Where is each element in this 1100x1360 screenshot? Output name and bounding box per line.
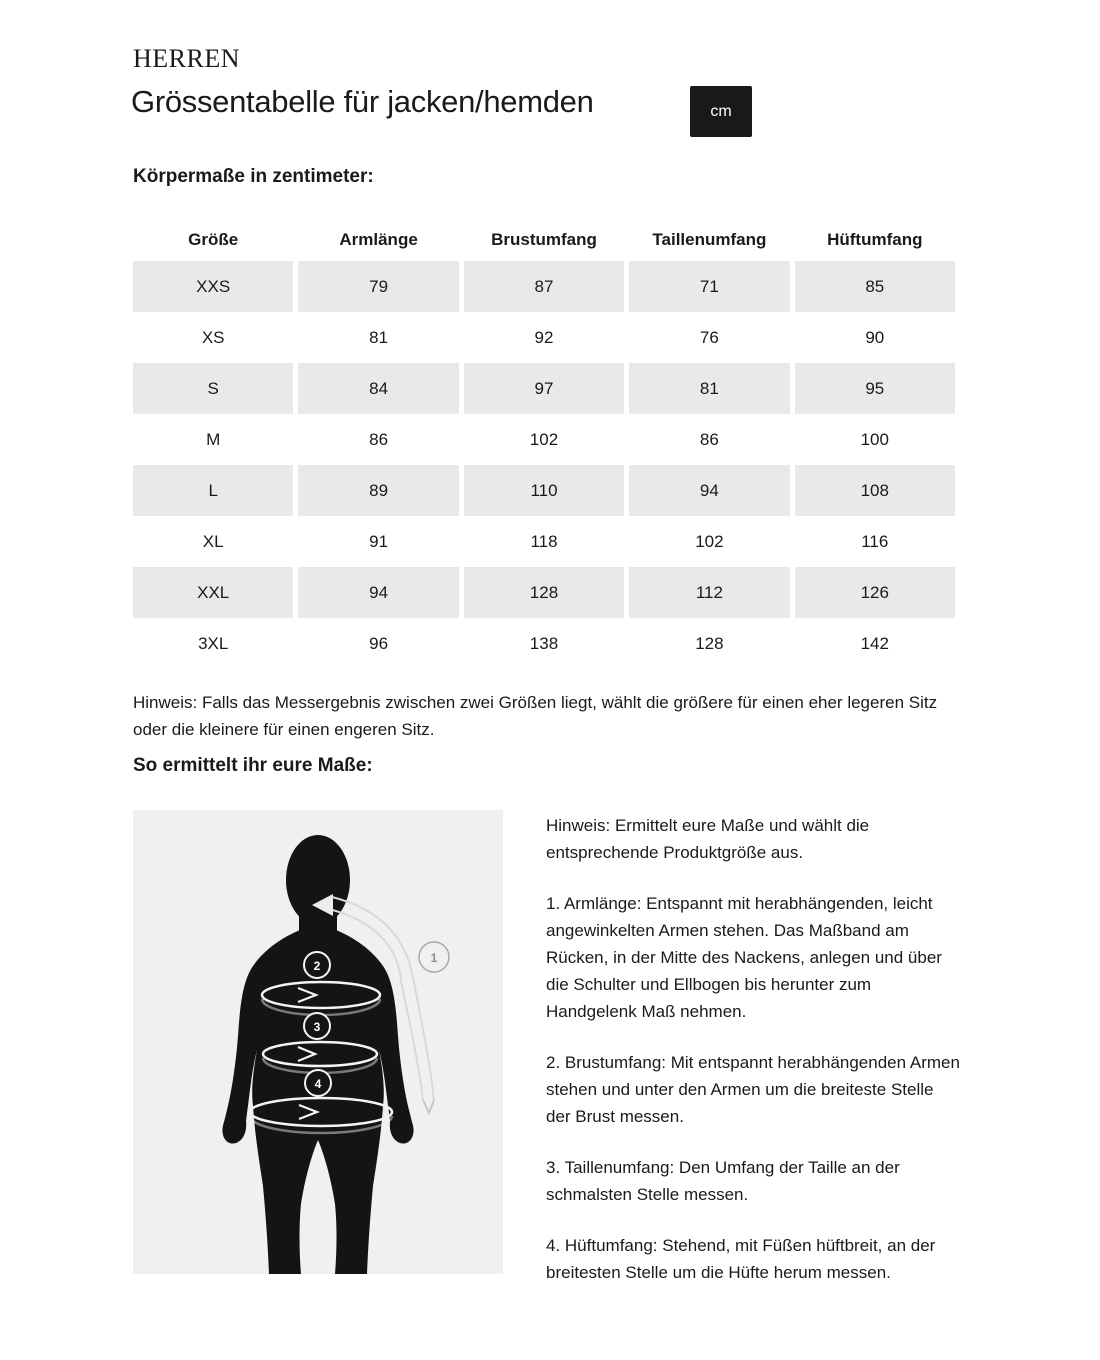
measurement-value: 94 xyxy=(629,465,789,516)
measurement-value: 102 xyxy=(695,531,724,551)
marker-1-label: 1 xyxy=(430,951,438,965)
column-header: Hüftumfang xyxy=(827,229,923,249)
fit-note: Hinweis: Falls das Messergebnis zwischen zwei Größen liegt, wählt die größere für einen eher legeren Sitz oder die kleinere für einen engeren Sitz. xyxy=(133,693,938,739)
measurement-step: 4. Hüftumfang: Stehend, mit Füßen hüftbreit, an der breitesten Stelle um die Hüfte herum messen. xyxy=(546,1236,936,1282)
measurement-value: 128 xyxy=(464,567,624,618)
size-label: XXL xyxy=(133,567,293,618)
measurement-value: 95 xyxy=(795,363,955,414)
measurement-value: 76 xyxy=(699,327,719,347)
measurement-value: 90 xyxy=(865,327,885,347)
table-row xyxy=(133,363,955,414)
column-header: Brustumfang xyxy=(491,229,597,249)
table-row xyxy=(133,618,955,669)
marker-3-label: 3 xyxy=(313,1020,321,1034)
measurement-value: 91 xyxy=(369,531,389,551)
measurement-value: 81 xyxy=(369,327,389,347)
table-row xyxy=(133,567,955,618)
column-header: Größe xyxy=(188,229,239,249)
size-label: S xyxy=(133,363,293,414)
page-title: Grössentabelle für jacken/hemden xyxy=(131,84,594,119)
measurement-value: 86 xyxy=(369,429,389,449)
measurement-value: 96 xyxy=(369,633,389,653)
table-row xyxy=(133,414,955,465)
size-label: XXS xyxy=(133,261,293,312)
measurement-value: 116 xyxy=(861,531,889,551)
column-header: Taillenumfang xyxy=(652,229,767,249)
measurement-value: 92 xyxy=(534,327,554,347)
instructions-steps xyxy=(546,890,960,1286)
measurement-value: 102 xyxy=(529,429,559,449)
body-measurements-heading: Körpermaße in zentimeter: xyxy=(133,166,374,187)
size-label: XL xyxy=(202,531,224,551)
measurement-value: 87 xyxy=(464,261,624,312)
measurement-value: 89 xyxy=(298,465,458,516)
measurement-step: 2. Brustumfang: Mit entspannt herabhängenden Armen stehen und unter den Armen um die breiteste Stelle der Brust messen. xyxy=(546,1053,960,1126)
measurement-step: 3. Taillenumfang: Den Umfang der Taille an der schmalsten Stelle messen. xyxy=(546,1158,900,1204)
marker-3 xyxy=(304,1013,330,1039)
measurement-value: 142 xyxy=(860,633,889,653)
body-diagram xyxy=(133,810,503,1274)
measurement-value: 79 xyxy=(298,261,458,312)
size-label: M xyxy=(206,429,221,449)
size-table xyxy=(133,218,955,669)
unit-toggle-cm-button[interactable]: cm xyxy=(690,86,752,137)
how-to-measure-heading: So ermittelt ihr eure Maße: xyxy=(133,755,373,776)
marker-2 xyxy=(304,952,330,978)
instructions-intro: Hinweis: Ermittelt eure Maße und wählt die entsprechende Produktgröße aus. xyxy=(546,816,870,862)
measurement-value: 85 xyxy=(795,261,955,312)
measurement-value: 126 xyxy=(795,567,955,618)
size-label: 3XL xyxy=(198,633,229,653)
table-row xyxy=(133,261,955,312)
column-header: Armlänge xyxy=(339,229,418,249)
size-label: L xyxy=(133,465,293,516)
marker-2-label: 2 xyxy=(313,959,321,973)
table-row xyxy=(133,516,955,567)
measurement-value: 84 xyxy=(298,363,458,414)
measurement-step: 1. Armlänge: Entspannt mit herabhängenden, leicht angewinkelten Armen stehen. Das Maßband am Rücken, in der Mitte des Nackens, anlegen und über die Schulter und Ellbogen bis herunter zum Handgelenk Maß nehmen. xyxy=(546,894,942,1021)
size-table-header-row xyxy=(133,218,955,261)
measurement-value: 118 xyxy=(530,531,558,551)
measurement-value: 71 xyxy=(629,261,789,312)
size-table-body xyxy=(133,261,955,669)
marker-4 xyxy=(305,1070,331,1096)
measurement-figure xyxy=(133,810,503,1274)
table-row xyxy=(133,465,955,516)
measurement-value: 108 xyxy=(795,465,955,516)
measurement-value: 97 xyxy=(464,363,624,414)
measurement-value: 94 xyxy=(298,567,458,618)
measurement-value: 86 xyxy=(699,429,719,449)
measurement-value: 100 xyxy=(860,429,889,449)
marker-4-label: 4 xyxy=(314,1077,322,1091)
category-label: HERREN xyxy=(133,44,240,73)
measurement-instructions xyxy=(546,812,960,1310)
table-row xyxy=(133,312,955,363)
measurement-value: 138 xyxy=(529,633,559,653)
measurement-value: 128 xyxy=(695,633,724,653)
measurement-value: 81 xyxy=(629,363,789,414)
measurement-value: 112 xyxy=(629,567,789,618)
size-label: XS xyxy=(201,327,225,347)
measurement-value: 110 xyxy=(464,465,624,516)
